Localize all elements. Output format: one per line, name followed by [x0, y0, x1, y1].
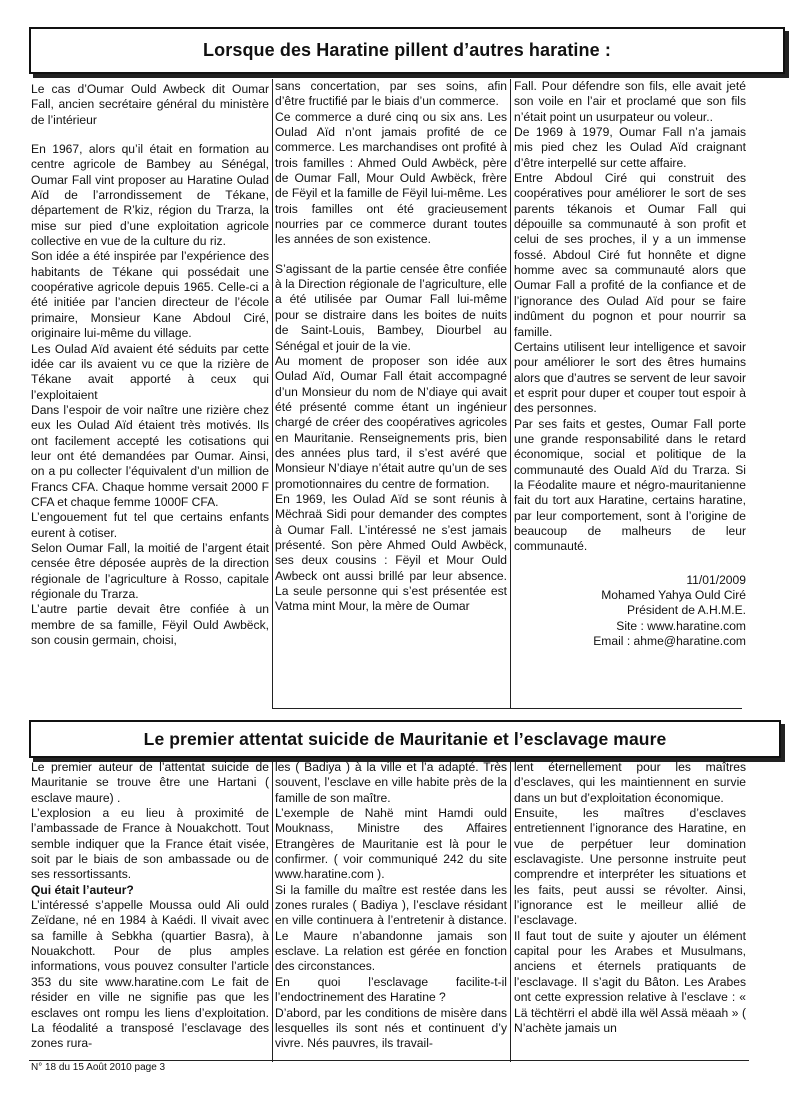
signature-role: Président de A.H.M.E.: [627, 603, 746, 618]
paragraph: L’explosion a eu lieu à proximité de l’ambassade de France à Nouakchott. Tout semble indiquer que la France était visée, soit par le biais de son ambassade ou de ses ressortissants.: [31, 806, 269, 882]
paragraph: Le premier auteur de l’attentat suicide de Mauritanie se trouve être une Hartani ( esclave maure) .: [31, 760, 269, 805]
article1-title: Lorsque des Haratine pillent d’autres haratine :: [203, 40, 611, 60]
paragraph: L’intéressé s’appelle Moussa ould Ali ould Zeïdane, né en 1984 à Kaédi. Il vivait avec sa famille à Sebkha (quartier Basra), à Nouakchott. Pour de plus amples informations, vous pouvez consulter l’article 353 du site www.haratine.com Le fait de résider en ville ne signifie pas que les esclaves ont rompu les liens d’exploitation. La féodalité a transposé l’esclavage des zones rura-: [31, 898, 269, 1051]
paragraph: Il faut tout de suite y ajouter un élément capital pour les Arabes et Musulmans, anciens et éternels pratiquants de l’esclavage. Il s’agit du Bâton. Les Arabes ont cette expression relative à l’esclave : « Lä tëchtërri el abdë illa wël Assä mëaah » ( N’achète jamais un: [514, 928, 746, 1035]
signature-email: Email : ahme@haratine.com: [593, 634, 746, 649]
paragraph: En 1967, alors qu’il était en formation au centre agricole de Bambey au Sénégal, Oumar Fall vint proposer au Haratine Oulad Aïd de l’arrondissement de Tékane, département de R’kiz, région du Trarza, la mise sur pied d’une exploitation agricole collective en vue de la culture du riz.: [31, 142, 269, 249]
article-bottom-rule: [272, 708, 742, 709]
signature-site: Site : www.haratine.com: [616, 618, 746, 633]
paragraph: En 1969, les Oulad Aïd se sont réunis à Mëchraä Sidi pour demander des comptes à Oumar Fall. L’intéressé ne s’est jamais présenté. Son père Ahmed Ould Awbëck, ses deux cousins : Fëyil et Mour Ould Awbeck ont aussi brillé par leur absence. La seule personne qui s’est présentée est Vatma mint Mour, la mère de Oumar: [275, 491, 507, 614]
paragraph: Si la famille du maître est restée dans les zones rurales ( Badiya ), l’esclave résidant en ville continuera à l’entretenir à distance. Le Maure n’abandonne jamais son esclave. La relation est gérée en fonction des circonstances.: [275, 882, 507, 974]
paragraph: Fall. Pour défendre son fils, elle avait jeté son voile en l’air et proclamé que son fils n’était point un usurpateur ou voleur..: [514, 79, 746, 124]
paragraph: D’abord, par les conditions de misère dans lesquelles ils sont nés et continuent d’y vivre. Nés pauvres, ils travail-: [275, 1005, 507, 1051]
article2-column-3: [514, 760, 746, 1064]
article1-column-2: [275, 79, 507, 708]
paragraph: Ensuite, les maîtres d’esclaves entretiennent l’ignorance des Haratine, en vue de perpétuer leur domination esclavagiste. Une personne instruite peut comprendre et interpréter les situations et les faits, peut aussi se révolter. Ainsi, l’ignorance est le meilleur allié de l’esclavage.: [514, 806, 746, 928]
paragraph: Ce commerce a duré cinq ou six ans. Les Oulad Aïd n’ont jamais profité de ce commerce. Les marchandises ont profité à trois familles : Ahmed Ould Awbëck, père de Oumar Fall, Mour Ould Awbëck, frère de Fëyil et la famille de Fëyil lui-même. Les trois familles ont été gracieusement nourries par ce commerce durant toutes les années de son existence.: [275, 109, 507, 247]
article2-title: Le premier attentat suicide de Mauritanie et l’esclavage maure: [143, 728, 667, 749]
page-footer: N° 18 du 15 Août 2010 page 3: [31, 1062, 166, 1073]
paragraph: L’autre partie devait être confiée à un membre de sa famille, Fëyil Ould Awbëck, son cousin germain, choisi,: [31, 602, 269, 648]
paragraph: sans concertation, par ses soins, afin d’être fructifié par le biais d’un commerce.: [275, 79, 507, 109]
signature-name: Mohamed Yahya Ould Ciré: [601, 588, 746, 602]
paragraph: En quoi l’esclavage facilite-t-il l’endoctrinement des Haratine ?: [275, 974, 507, 1005]
article2-column-2: [275, 760, 507, 1064]
paragraph: Dans l’espoir de voir naître une rizière chez eux les Oulad Aïd étaient très motivés. Ils ont facilement accepté les cotisations qui leur ont été demandées par Oumar. Ainsi, on a pu collecter l’équivalent d’un million de Francs CFA. Chaque homme versait 2000 F CFA et chaque femme 1000F CFA.: [31, 402, 269, 509]
column-divider: [510, 79, 511, 708]
column-divider: [510, 758, 511, 1062]
paragraph: Le cas d’Oumar Ould Awbeck dit Oumar Fall, ancien secrétaire général du ministère de l’intérieur: [31, 82, 269, 127]
article1-column-3: [514, 79, 746, 708]
paragraph: Selon Oumar Fall, la moitié de l’argent était censée être déposée auprès de la direction régionale de l’agriculture à Rosso, capitale régionale du Trarza.: [31, 540, 269, 601]
column-divider: [272, 758, 273, 1062]
article1-column-1: [31, 82, 269, 708]
paragraph: Les Oulad Aïd avaient été séduits par cette idée car ils avaient vu ce que la rizière de Tékane avait apporté à ceux qui l’exploitaient: [31, 341, 269, 402]
subheading: Qui était l’auteur?: [31, 882, 134, 897]
article2-column-1: [31, 760, 269, 1064]
paragraph: lent éternellement pour les maîtres d’esclaves, qui les maintiennent en survie dans un but d’exploitation économique.: [514, 760, 746, 805]
paragraph: L’exemple de Nahë mint Hamdi ould Mouknass, Ministre des Affaires Etrangères de Mauritanie est là pour le confirmer. ( voir communiqué 242 du site www.haratine.com ).: [275, 806, 507, 882]
paragraph: Certains utilisent leur intelligence et savoir pour améliorer le sort des êtres humains alors que d’autres se servent de leur savoir et esprit pour duper et couper tout espoir à des personnes.: [514, 339, 746, 416]
paragraph: S’agissant de la partie censée être confiée à la Direction régionale de l’agriculture, elle a été utilisée par Oumar Fall lui-même pour se distraire dans les boites de nuits de Saint-Louis, Bambey, Diourbel au Sénégal et jouir de la vie.: [275, 261, 507, 353]
paragraph: Entre Abdoul Ciré qui construit des coopératives pour améliorer le sort de ses parents tékanois et Oumar Fall qui dépouille sa communauté à son profit et celui de ses proches, il y a un immense fossé. Abdoul Ciré fut honnête et digne homme avec sa communauté alors que Oumar Fall a profité de la confiance et de l’ignorance des Oulad Aïd pour se faire indûment du pognon et pour nourrir sa famille.: [514, 171, 746, 339]
paragraph: Son idée a été inspirée par l’expérience des habitants de Tékane qui possédait une coopérative agricole depuis 1965. Celle-ci a été initiée par l’ancien directeur de l’école primaire, Monsieur Kane Abdoul Ciré, originaire lui-même du village.: [31, 249, 269, 341]
footer-rule: [29, 1060, 749, 1061]
paragraph: Au moment de proposer son idée aux Oulad Aïd, Oumar Fall était accompagné d’un Monsieur du nom de N’diaye qui avait été présenté comme étant un ingénieur chargé de créer des coopératives agricoles en Mauritanie. Renseignements pris, bien des années plus tard, il s’est avéré que Monsieur N’diaye n’était autre qu’un de ses promotionnaires du centre de formation.: [275, 353, 507, 491]
paragraph: L’engouement fut tel que certains enfants eurent à cotiser.: [31, 510, 269, 540]
paragraph: Par ses faits et gestes, Oumar Fall porte une grande responsabilité dans le retard économique, social et politique de la communauté des Ouald Aïd du Trarza. Si la Féodalite maure et négro-mauritanienne fait du tort aux Haratine, certains haratine, par leur comportement, sont à l’origine de beaucoup de malheurs de leur communauté.: [514, 416, 746, 554]
article1-title-box: [29, 27, 785, 74]
paragraph: les ( Badiya ) à la ville et l’a adapté. Très souvent, l’esclave en ville habite près de la famille de son maître.: [275, 760, 507, 805]
column-divider: [272, 79, 273, 708]
signature-date: 11/01/2009: [686, 572, 746, 587]
article2-title-box: [29, 720, 781, 758]
paragraph: De 1969 à 1979, Oumar Fall n’a jamais mis pied chez les Oulad Aïd craignant d’être interpellé sur cette affaire.: [514, 125, 746, 170]
